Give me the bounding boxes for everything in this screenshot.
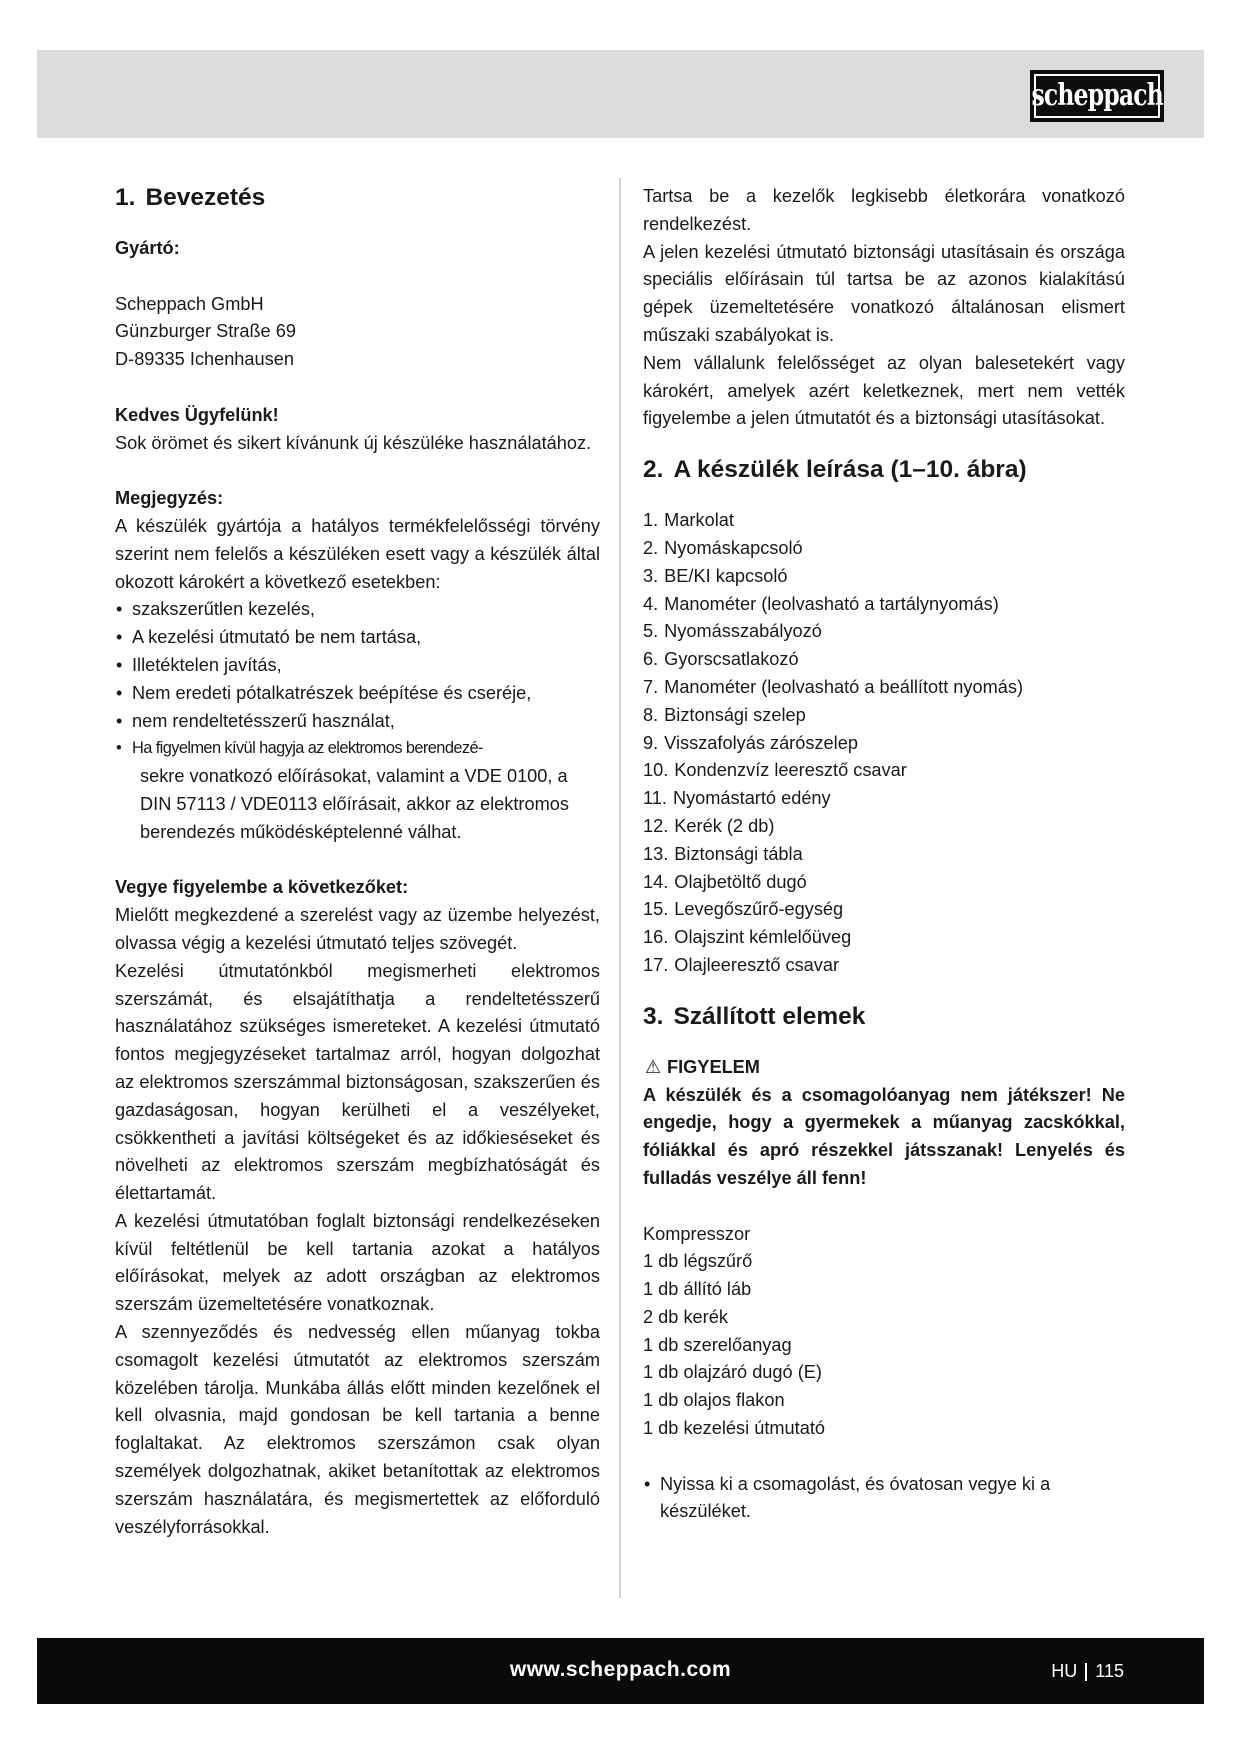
list-item: • A kezelési útmutató be nem tartása,: [115, 624, 600, 652]
footer-bar: [37, 1638, 1204, 1704]
list-item: 2. Nyomáskapcsoló: [643, 537, 803, 558]
logo-text: scheppach: [1031, 78, 1163, 113]
section-1-heading: 1. Bevezetés: [115, 184, 266, 211]
list-item: 8. Biztonsági szelep: [643, 704, 806, 725]
page-number: 115: [1095, 1661, 1124, 1681]
list-item: 13. Biztonsági tábla: [643, 843, 803, 864]
section-2-heading: 2. A készülék leírása (1–10. ábra): [643, 456, 1027, 484]
list-item: • Ha figyelmen kívül hagyja az elektromos berendezé-: [115, 735, 600, 763]
list-item: 10. Kondenzvíz leeresztő csavar: [643, 760, 907, 781]
address-line: D-89335 Ichenhausen: [115, 349, 294, 370]
list-item: 6. Gyorscsatlakozó: [643, 649, 799, 670]
section-3-heading: 3. Szállított elemek: [643, 1002, 866, 1030]
header-band: [37, 50, 1204, 138]
scheppach-logo: [1030, 70, 1164, 122]
warning-triangle-icon: ⚠: [644, 1056, 662, 1077]
paragraph: Nem vállalunk felelősséget az olyan balesetekért vagy károkért, amelyek azért keletkeznek, mert nem vették figyelembe a jelen útmutatót és a biztonsági utasításokat.: [643, 352, 1125, 429]
note-text: A készülék gyártója a hatályos termékfelelősségi törvény szerint nem felelős a készüléken esett vagy a készülék által okozott károkért a következő esetekben:: [115, 515, 600, 592]
left-column: [115, 183, 600, 1541]
paragraph: A szennyeződés és nedvesség ellen műanyag tokba csomagolt kezelési útmutatót az elektromos szerszám közelében tárolja. Munkába állás előtt minden kezelőnek el kell olvasnia, majd gondosan be kell tartania a benne foglaltakat. Az elektromos szerszámon csak olyan személyek dolgozhatnak, akiket betanítottak az elektromos szerszám használatára, és megismertettek az előforduló veszélyforrásokkal.: [115, 1322, 600, 1537]
note-list: [115, 596, 600, 763]
list-item: 12. Kerék (2 db): [643, 815, 775, 836]
language-code: HU: [1051, 1661, 1078, 1681]
delivery-item: 1 db olajos flakon: [643, 1390, 785, 1411]
paragraph: Tartsa be a kezelők legkisebb életkorára vonatkozó rendelkezést.: [643, 186, 1125, 234]
delivery-item: 1 db légszűrő: [643, 1251, 753, 1272]
column-divider: [619, 178, 621, 1598]
paragraph: Kezelési útmutatónkból megismerheti elektromos szerszámát, és elsajátíthatja a rendeltetésszerű használatához szükséges ismereteket. A kezelési útmutató fontos megjegyzéseket tartalmaz arról, hogyan dolgozhat az elektromos szerszámmal biztonságosan, szakszerűen és gazdaságosan, hogyan kerülheti el a veszélyeket, csökkentheti a javítási költségeket és az időkieséseket és növelheti az elektromos szerszám megbízhatóságát és élettartamát.: [115, 960, 600, 1204]
list-item: • szakszerűtlen kezelés,: [115, 596, 600, 624]
delivery-item: Kompresszor: [643, 1223, 751, 1244]
manufacturer-label: Gyártó:: [115, 238, 180, 258]
list-item: • Illetéktelen javítás,: [115, 652, 600, 680]
list-item: 11. Nyomástartó edény: [643, 788, 831, 809]
list-item: 9. Visszafolyás zárószelep: [643, 732, 858, 753]
page-indicator: [1051, 1661, 1124, 1682]
website-link[interactable]: www.scheppach.com: [509, 1658, 732, 1681]
delivery-item: 1 db szerelőanyag: [643, 1334, 792, 1355]
list-item: 17. Olajleeresztő csavar: [643, 954, 840, 975]
paragraph: Mielőtt megkezdené a szerelést vagy az üzembe helyezést, olvassa végig a kezelési útmutató teljes szövegét.: [115, 905, 600, 953]
parts-list: [643, 507, 1125, 980]
list-item: • Nyissa ki a csomagolást, és óvatosan vegye ki a készüléket.: [643, 1471, 1125, 1527]
list-item: 16. Olajszint kémlelőüveg: [643, 927, 852, 948]
list-item: 5. Nyomásszabályozó: [643, 621, 822, 642]
note-label: Megjegyzés:: [115, 488, 224, 509]
separator: [1085, 1663, 1087, 1681]
delivery-item: 1 db kezelési útmutató: [643, 1418, 825, 1439]
warning-title: [643, 1054, 1125, 1082]
greeting-text: Sok örömet és sikert kívánunk új készüléke használatához.: [115, 432, 592, 453]
greeting-label: Kedves Ügyfelünk!: [115, 404, 279, 425]
list-item: • nem rendeltetésszerű használat,: [115, 708, 600, 736]
list-item: 7. Manométer (leolvasható a beállított nyomás): [643, 676, 1024, 697]
list-item-continuation: sekre vonatkozó előírásokat, valamint a VDE 0100, a DIN 57113 / VDE0113 előírásait, akkor az elektromos berendezés működésképtelenné válhat.: [140, 766, 569, 842]
delivery-item: 1 db állító láb: [643, 1279, 752, 1300]
warning-text: A készülék és a csomagolóanyag nem játékszer! Ne engedje, hogy a gyermekek a műanyag zacskókkal, fóliákkal és apró részekkel játsszanak! Lenyelés és fulladás veszélye áll fenn!: [643, 1084, 1125, 1188]
list-item: 4. Manométer (leolvasható a tartálynyomás): [643, 593, 999, 614]
list-item: 15. Levegőszűrő-egység: [643, 899, 844, 920]
delivery-item: 2 db kerék: [643, 1306, 728, 1327]
list-item: 14. Olajbetöltő dugó: [643, 871, 807, 892]
warning-label: FIGYELEM: [667, 1056, 760, 1077]
delivery-item: 1 db olajzáró dugó (E): [643, 1362, 822, 1383]
list-item: 1. Markolat: [643, 510, 734, 531]
unpack-list: [643, 1471, 1125, 1527]
right-column: [643, 183, 1125, 1526]
observe-label: Vegye figyelembe a következőket:: [115, 877, 409, 898]
list-item: 3. BE/KI kapcsoló: [643, 565, 788, 586]
address-line: Scheppach GmbH: [115, 293, 264, 314]
list-item: • Nem eredeti pótalkatrészek beépítése és cseréje,: [115, 680, 600, 708]
address-line: Günzburger Straße 69: [115, 321, 296, 342]
paragraph: A kezelési útmutatóban foglalt biztonsági rendelkezéseken kívül feltétlenül be kell tartania azokat a hatályos előírásokat, melyek az adott országban az elektromos szerszám üzemeltetésére vonatkoznak.: [115, 1210, 600, 1315]
paragraph: A jelen kezelési útmutató biztonsági utasításain és országa speciális előírásain túl tartsa be az azonos kialakítású gépek üzemeltetésére vonatkozó általánosan elismert műszaki szabályokat is.: [643, 241, 1125, 345]
